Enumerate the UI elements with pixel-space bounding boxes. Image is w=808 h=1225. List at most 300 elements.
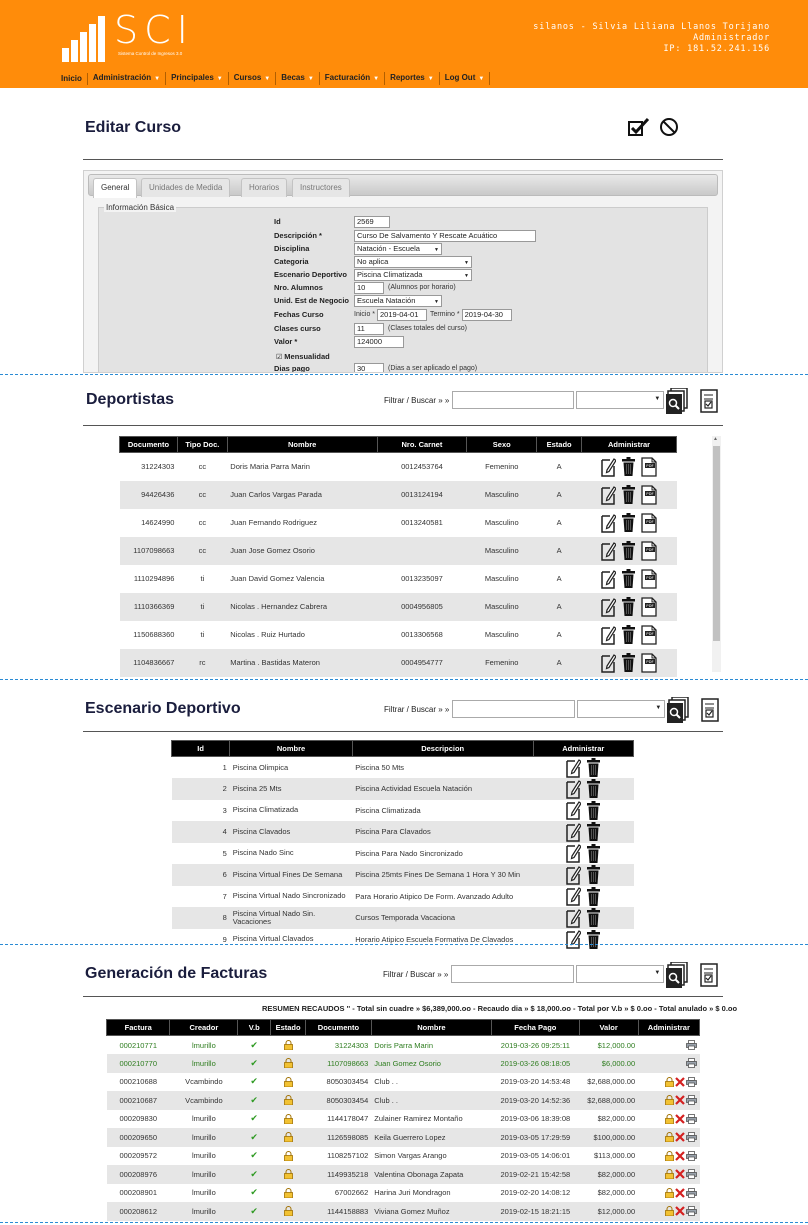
factura-cell: 000209830 xyxy=(119,1114,157,1124)
table-row[interactable] xyxy=(120,649,677,677)
tab-unidades-medida[interactable]: Unidades de Medida xyxy=(141,178,230,197)
menu-item-4[interactable] xyxy=(276,72,320,85)
search-icon[interactable] xyxy=(666,388,688,414)
disciplina-select[interactable]: Natación - Escuela ▼ xyxy=(354,243,442,255)
column-header[interactable]: Nombre xyxy=(227,437,377,453)
svg-text:PDF: PDF xyxy=(646,658,654,664)
carnet-cell: 0004956805 xyxy=(377,593,467,621)
pdf-icon[interactable] xyxy=(641,485,657,505)
fecha-pago-cell: 2019-03-06 18:39:08 xyxy=(500,1114,571,1124)
check-icon[interactable]: ✔ xyxy=(250,1039,258,1050)
id-cell: 1 xyxy=(222,763,227,772)
nombre-cell: Piscina Nado Sinc xyxy=(232,848,294,858)
nombre-cell: Piscina Climatizada xyxy=(232,805,299,815)
table-row[interactable] xyxy=(107,1110,700,1129)
table-row[interactable] xyxy=(120,453,677,481)
nombre-cell: Simon Vargas Arango xyxy=(374,1151,447,1161)
table-row[interactable] xyxy=(107,1165,700,1184)
carnet-cell xyxy=(377,537,467,565)
sexo-cell: Masculino xyxy=(467,481,537,509)
creador-cell: lmurillo xyxy=(191,1151,216,1161)
table-row[interactable] xyxy=(107,1054,700,1073)
creador-cell: lmurillo xyxy=(170,1202,238,1221)
column-header[interactable]: V.b xyxy=(238,1020,271,1036)
admin-actions xyxy=(582,509,677,537)
print-icon[interactable] xyxy=(686,1114,696,1124)
print-icon[interactable] xyxy=(686,1058,696,1068)
table-row[interactable] xyxy=(120,537,677,565)
table-row[interactable] xyxy=(107,1091,700,1110)
pdf-icon[interactable] xyxy=(641,597,657,617)
mensualidad-label: Mensualidad xyxy=(284,352,330,361)
column-header[interactable]: Estado xyxy=(537,437,582,453)
id-cell: 5 xyxy=(222,848,227,858)
estado-cell: A xyxy=(537,481,582,509)
edit-icon[interactable] xyxy=(601,513,616,533)
edit-icon[interactable] xyxy=(601,653,616,673)
deportistas-table xyxy=(119,436,677,677)
page-title-deportistas: Deportistas xyxy=(86,391,175,408)
admin-actions xyxy=(638,1036,699,1055)
column-header[interactable]: Nombre xyxy=(371,1020,491,1036)
valor-input[interactable]: 124000 xyxy=(354,336,404,348)
descripcion-input[interactable]: Curso De Salvamento Y Rescate Acuático xyxy=(354,230,536,242)
reject-icon[interactable] xyxy=(675,1114,685,1124)
sexo-cell: Masculino xyxy=(484,630,519,639)
check-icon[interactable]: ✔ xyxy=(250,1205,258,1216)
column-header[interactable]: Fecha Pago xyxy=(492,1020,580,1036)
column-header[interactable]: Creador xyxy=(170,1020,238,1036)
trash-icon[interactable] xyxy=(622,513,635,532)
factura-cell: 000210687 xyxy=(107,1091,170,1110)
documento-cell: 1110366369 xyxy=(120,593,178,621)
edit-icon[interactable] xyxy=(566,929,581,949)
lock-icon[interactable] xyxy=(664,1206,674,1216)
nombre-cell: Piscina 25 Mts xyxy=(230,778,353,800)
lock-icon xyxy=(284,1077,293,1087)
menu-item-label: Reportes xyxy=(390,73,425,82)
documento-cell: 1144158883 xyxy=(306,1202,372,1221)
dias-label: Dias pago xyxy=(274,364,310,373)
nombre-cell: Piscina Olimpica xyxy=(232,762,289,772)
estado-cell: A xyxy=(537,537,582,565)
facturas-filter-select[interactable] xyxy=(576,965,664,983)
column-header[interactable]: Documento xyxy=(120,437,178,453)
edit-icon[interactable] xyxy=(566,865,581,885)
tipo-doc-cell: cc xyxy=(177,481,227,509)
check-icon[interactable]: ✔ xyxy=(250,1131,258,1142)
admin-actions xyxy=(533,864,633,886)
tipo-doc-cell: ti xyxy=(200,630,205,639)
lock-icon[interactable] xyxy=(664,1151,674,1161)
check-icon[interactable]: ✔ xyxy=(250,1113,258,1124)
estado-cell: A xyxy=(556,462,562,472)
edit-icon[interactable] xyxy=(601,541,616,561)
reject-icon[interactable] xyxy=(675,1077,685,1087)
edit-icon[interactable] xyxy=(566,758,581,778)
menu-item-2[interactable] xyxy=(166,72,229,85)
tab-instructores[interactable]: Instructores xyxy=(292,178,350,197)
alumnos-input[interactable]: 10 xyxy=(354,282,384,294)
column-header[interactable]: Estado xyxy=(271,1020,306,1036)
reject-icon[interactable] xyxy=(675,1132,685,1142)
dias-input[interactable]: 30 xyxy=(354,363,384,374)
section-separator xyxy=(0,679,808,680)
nombre-cell: Juan Jose Gomez Osorio xyxy=(227,537,377,565)
carnet-cell: 0013240581 xyxy=(401,518,443,527)
valor-cell: $12,000.00 xyxy=(579,1202,638,1221)
clases-input[interactable]: 11 xyxy=(354,323,384,335)
pdf-icon[interactable] xyxy=(641,653,657,673)
fecha-pago-cell: 2019-02-21 15:42:58 xyxy=(492,1165,580,1184)
lock-icon xyxy=(284,1132,293,1142)
descripcion-cell: Piscina Actividad Escuela Natación xyxy=(352,778,533,800)
admin-actions xyxy=(582,537,677,565)
title-underline xyxy=(83,159,723,160)
nombre-cell: Keila Guerrero Lopez xyxy=(371,1128,491,1147)
pdf-icon[interactable] xyxy=(641,513,657,533)
escenario-filter-select[interactable] xyxy=(577,700,665,718)
mensualidad-checkbox[interactable]: ☑ xyxy=(276,353,283,361)
deportistas-scrollbar[interactable]: ▲ xyxy=(712,436,721,672)
edit-icon[interactable] xyxy=(566,843,581,863)
trash-icon[interactable] xyxy=(587,865,600,884)
nombre-cell: Juan Fernando Rodriguez xyxy=(230,518,318,527)
nombre-cell: Harina Juri Mondragon xyxy=(374,1188,451,1198)
estado-cell xyxy=(271,1165,306,1184)
table-row[interactable] xyxy=(120,621,677,649)
column-header[interactable]: Factura xyxy=(107,1020,170,1036)
documento-cell: 1108257102 xyxy=(327,1151,369,1161)
id-cell: 9 xyxy=(222,934,227,944)
admin-actions xyxy=(582,565,677,593)
trash-icon[interactable] xyxy=(622,569,635,588)
edit-icon[interactable] xyxy=(601,625,616,645)
lock-icon xyxy=(284,1114,293,1124)
factura-cell: 000210770 xyxy=(107,1054,170,1073)
inicio-input[interactable]: 2019-04-01 xyxy=(377,309,427,321)
fecha-pago-cell: 2019-03-26 08:18:05 xyxy=(492,1054,580,1073)
menu-item-label: Principales xyxy=(171,73,214,82)
table-row[interactable] xyxy=(120,593,677,621)
edit-icon[interactable] xyxy=(601,485,616,505)
curso-tabs xyxy=(88,174,718,196)
section-separator xyxy=(0,374,808,375)
table-row[interactable] xyxy=(107,1147,700,1166)
reject-icon[interactable] xyxy=(675,1095,685,1105)
column-header[interactable]: Tipo Doc. xyxy=(177,437,227,453)
escenario-select[interactable]: Piscina Climatizada ▼ xyxy=(354,269,472,281)
reject-icon[interactable] xyxy=(675,1206,685,1216)
cancel-icon[interactable] xyxy=(658,117,680,137)
print-icon[interactable] xyxy=(686,1077,696,1087)
deportistas-filter-select[interactable] xyxy=(576,391,664,409)
termino-input[interactable]: 2019-04-30 xyxy=(462,309,512,321)
menu-item-6[interactable] xyxy=(385,72,440,85)
valor-cell: $6,000.00 xyxy=(579,1054,638,1073)
unidad-label: Unid. Est de Negocio xyxy=(274,296,350,305)
lock-icon[interactable] xyxy=(664,1095,674,1105)
documento-cell: 14624990 xyxy=(141,518,175,527)
lock-icon[interactable] xyxy=(664,1169,674,1179)
edit-icon[interactable] xyxy=(566,800,581,820)
carnet-cell: 0013306568 xyxy=(401,630,443,639)
nombre-cell: Doris Maria Parra Marin xyxy=(230,462,310,472)
escenario-search-input[interactable] xyxy=(452,700,575,718)
report-icon[interactable] xyxy=(700,389,718,413)
table-row[interactable] xyxy=(172,843,634,865)
nombre-cell: Nicolas . Ruiz Hurtado xyxy=(230,630,305,639)
check-icon[interactable]: ✔ xyxy=(250,1094,258,1105)
resumen-recaudos: RESUMEN RECAUDOS '' - Total sin cuadre » $6,389,000.oo - Recaudo dia » $ 18,000.oo - Total por V.b » $ 0.oo - Total anulado » $ 0.oo xyxy=(262,1004,738,1013)
table-row[interactable] xyxy=(172,821,634,843)
termino-label: Termino * xyxy=(430,311,460,318)
menu-item-1[interactable] xyxy=(88,72,166,85)
documento-cell: 8050303454 xyxy=(326,1077,369,1087)
menu-item-0[interactable] xyxy=(56,73,88,85)
nombre-cell: Piscina Virtual Fines De Semana xyxy=(230,864,353,886)
filter-label: Filtrar / Buscar » » xyxy=(383,969,449,979)
id-label: Id xyxy=(274,217,281,226)
vb-cell xyxy=(238,1054,271,1073)
pdf-icon[interactable] xyxy=(641,625,657,645)
menu-item-5[interactable] xyxy=(320,72,385,85)
creador-cell: Vcambindo xyxy=(170,1091,238,1110)
categoria-select[interactable]: No aplica ▼ xyxy=(354,256,472,268)
admin-actions xyxy=(582,649,677,677)
lock-icon[interactable] xyxy=(664,1188,674,1198)
column-header[interactable]: Descripcion xyxy=(352,741,533,757)
vb-cell xyxy=(238,1202,271,1221)
admin-actions xyxy=(638,1128,699,1147)
check-icon[interactable]: ✔ xyxy=(250,1057,258,1068)
edit-icon[interactable] xyxy=(566,908,581,928)
print-icon[interactable] xyxy=(686,1188,696,1198)
edit-icon[interactable] xyxy=(601,597,616,617)
descripcion-cell: Para Horario Atipico De Form. Avanzado Adulto xyxy=(355,891,514,901)
tipo-doc-cell: ti xyxy=(200,574,205,583)
table-row[interactable] xyxy=(172,929,634,951)
trash-icon[interactable] xyxy=(587,758,600,777)
admin-actions xyxy=(638,1091,699,1110)
column-header[interactable]: Id xyxy=(172,741,230,757)
valor-cell: $2,688,000.00 xyxy=(579,1091,638,1110)
menu-item-7[interactable] xyxy=(440,72,491,85)
id-cell: 4 xyxy=(172,821,230,843)
escenario-filter xyxy=(384,700,665,718)
table-row[interactable] xyxy=(107,1036,700,1055)
documento-cell: 1126598085 xyxy=(306,1128,372,1147)
pdf-icon[interactable] xyxy=(641,541,657,561)
check-icon[interactable]: ✔ xyxy=(250,1187,258,1198)
id-input[interactable]: 2569 xyxy=(354,216,390,228)
table-row[interactable] xyxy=(107,1073,700,1092)
pdf-icon[interactable] xyxy=(641,457,657,477)
clases-label: Clases curso xyxy=(274,324,321,333)
valor-label: Valor * xyxy=(274,337,298,346)
id-cell: 2 xyxy=(172,778,230,800)
check-icon[interactable]: ✔ xyxy=(250,1076,258,1087)
lock-icon xyxy=(284,1095,293,1105)
factura-cell: 000209650 xyxy=(107,1128,170,1147)
fecha-pago-cell: 2019-03-26 09:25:11 xyxy=(500,1040,570,1050)
column-header[interactable]: Valor xyxy=(579,1020,638,1036)
user-role: Administrador xyxy=(693,33,770,43)
table-row[interactable] xyxy=(107,1184,700,1203)
menu-item-3[interactable] xyxy=(229,72,277,85)
creador-cell: lmurillo xyxy=(191,1114,216,1124)
column-header[interactable]: Nombre xyxy=(230,741,353,757)
nombre-cell: Nicolas . Hernandez Cabrera xyxy=(227,593,377,621)
vb-cell xyxy=(238,1147,271,1166)
check-icon[interactable]: ✔ xyxy=(250,1168,258,1179)
check-save-icon[interactable] xyxy=(628,117,650,137)
factura-cell: 000208612 xyxy=(107,1202,170,1221)
clases-note: (Clases totales del curso) xyxy=(388,325,467,332)
documento-cell: 67002662 xyxy=(334,1188,369,1198)
lock-icon[interactable] xyxy=(664,1114,674,1124)
admin-actions xyxy=(533,778,633,800)
deportistas-search-input[interactable] xyxy=(452,391,574,409)
trash-icon[interactable] xyxy=(622,625,635,644)
menu-item-label: Cursos xyxy=(233,73,262,82)
column-header[interactable]: Sexo xyxy=(467,437,537,453)
trash-icon[interactable] xyxy=(587,908,600,927)
trash-icon[interactable] xyxy=(622,457,635,476)
documento-cell: 94426436 xyxy=(120,481,178,509)
table-row[interactable] xyxy=(107,1202,700,1221)
pdf-icon[interactable] xyxy=(641,569,657,589)
trash-icon[interactable] xyxy=(587,844,600,863)
vb-cell xyxy=(238,1165,271,1184)
chevron-down-icon: ▼ xyxy=(216,76,223,82)
trash-icon[interactable] xyxy=(587,930,600,949)
page-title-escenario: Escenario Deportivo xyxy=(85,700,241,717)
table-row[interactable] xyxy=(120,509,677,537)
column-header[interactable]: Administrar xyxy=(533,741,633,757)
creador-cell: lmurillo xyxy=(191,1040,216,1050)
print-icon[interactable] xyxy=(686,1095,696,1105)
lock-icon xyxy=(284,1188,293,1198)
print-icon[interactable] xyxy=(686,1132,696,1142)
descripcion-cell: Cursos Temporada Vacaciona xyxy=(352,907,533,929)
tab-horarios[interactable]: Horarios xyxy=(241,178,287,197)
report-icon[interactable] xyxy=(700,963,718,987)
table-row[interactable] xyxy=(120,481,677,509)
table-row[interactable] xyxy=(172,886,634,908)
lock-icon[interactable] xyxy=(664,1132,674,1142)
print-icon[interactable] xyxy=(686,1206,696,1216)
escenario-table xyxy=(171,740,634,950)
edit-icon[interactable] xyxy=(601,569,616,589)
page-title-facturas: Generación de Facturas xyxy=(85,965,268,982)
tab-general[interactable]: General xyxy=(93,178,137,198)
print-icon[interactable] xyxy=(686,1169,696,1179)
edit-icon[interactable] xyxy=(566,886,581,906)
chevron-down-icon: ▼ xyxy=(264,76,271,82)
creador-cell: lmurillo xyxy=(170,1054,238,1073)
trash-icon[interactable] xyxy=(622,541,635,560)
report-icon[interactable] xyxy=(701,698,719,722)
print-icon[interactable] xyxy=(686,1151,696,1161)
admin-actions xyxy=(638,1054,699,1073)
scrollbar-thumb[interactable] xyxy=(713,446,720,641)
fieldset-legend: Información Básica xyxy=(106,203,175,212)
trash-icon[interactable] xyxy=(587,779,600,798)
edit-icon[interactable] xyxy=(601,457,616,477)
user-line: silanos - Silvia Liliana Llanos Torijano xyxy=(533,22,770,32)
table-row[interactable] xyxy=(172,907,634,929)
column-header[interactable]: Nro. Carnet xyxy=(377,437,467,453)
facturas-search-input[interactable] xyxy=(451,965,574,983)
search-icon[interactable] xyxy=(666,962,688,988)
edit-icon[interactable] xyxy=(566,779,581,799)
nombre-cell: Club . . xyxy=(374,1077,399,1087)
main-menu xyxy=(56,70,490,87)
curso-form-panel xyxy=(83,170,723,373)
reject-icon[interactable] xyxy=(675,1188,685,1198)
estado-cell xyxy=(271,1036,306,1055)
estado-cell xyxy=(271,1110,306,1129)
edit-icon[interactable] xyxy=(566,822,581,842)
factura-cell: 000208976 xyxy=(107,1165,170,1184)
id-cell: 6 xyxy=(172,864,230,886)
check-icon[interactable]: ✔ xyxy=(250,1150,258,1161)
trash-icon[interactable] xyxy=(587,822,600,841)
vb-cell xyxy=(238,1091,271,1110)
column-header[interactable]: Administrar xyxy=(582,437,677,453)
escenario-label: Escenario Deportivo xyxy=(274,270,347,279)
app-logo[interactable] xyxy=(62,8,212,64)
trash-icon[interactable] xyxy=(622,597,635,616)
logo-text: SCI xyxy=(114,8,194,52)
table-row[interactable] xyxy=(172,778,634,800)
title-underline xyxy=(83,425,723,426)
tipo-doc-cell: cc xyxy=(198,462,207,472)
table-row[interactable] xyxy=(120,565,677,593)
documento-cell: 1107098663 xyxy=(306,1054,372,1073)
trash-icon[interactable] xyxy=(587,887,600,906)
lock-icon[interactable] xyxy=(664,1077,674,1087)
column-header[interactable]: Administrar xyxy=(638,1020,699,1036)
trash-icon[interactable] xyxy=(622,653,635,672)
trash-icon[interactable] xyxy=(587,801,600,820)
table-row[interactable] xyxy=(172,800,634,822)
search-icon[interactable] xyxy=(667,697,689,723)
chevron-down-icon: ▼ xyxy=(373,76,380,82)
estado-cell xyxy=(271,1184,306,1203)
factura-cell: 000209572 xyxy=(119,1151,157,1161)
lock-icon xyxy=(284,1151,293,1161)
reject-icon[interactable] xyxy=(675,1169,685,1179)
nombre-cell: Viviana Gomez Muñoz xyxy=(371,1202,491,1221)
reject-icon[interactable] xyxy=(675,1151,685,1161)
estado-cell xyxy=(271,1054,306,1073)
id-cell: 8 xyxy=(172,907,230,929)
fecha-pago-cell: 2019-03-05 17:29:59 xyxy=(492,1128,580,1147)
table-row[interactable] xyxy=(172,864,634,886)
table-row[interactable] xyxy=(172,757,634,779)
column-header[interactable]: Documento xyxy=(306,1020,372,1036)
print-icon[interactable] xyxy=(686,1040,696,1050)
trash-icon[interactable] xyxy=(622,485,635,504)
documento-cell: 31224303 xyxy=(141,462,175,472)
unidad-select[interactable]: Escuela Natación ▼ xyxy=(354,295,442,307)
tipo-doc-cell: ti xyxy=(177,593,227,621)
table-row[interactable] xyxy=(107,1128,700,1147)
fecha-pago-cell: 2019-03-05 14:06:01 xyxy=(500,1151,571,1161)
vb-cell xyxy=(238,1073,271,1092)
